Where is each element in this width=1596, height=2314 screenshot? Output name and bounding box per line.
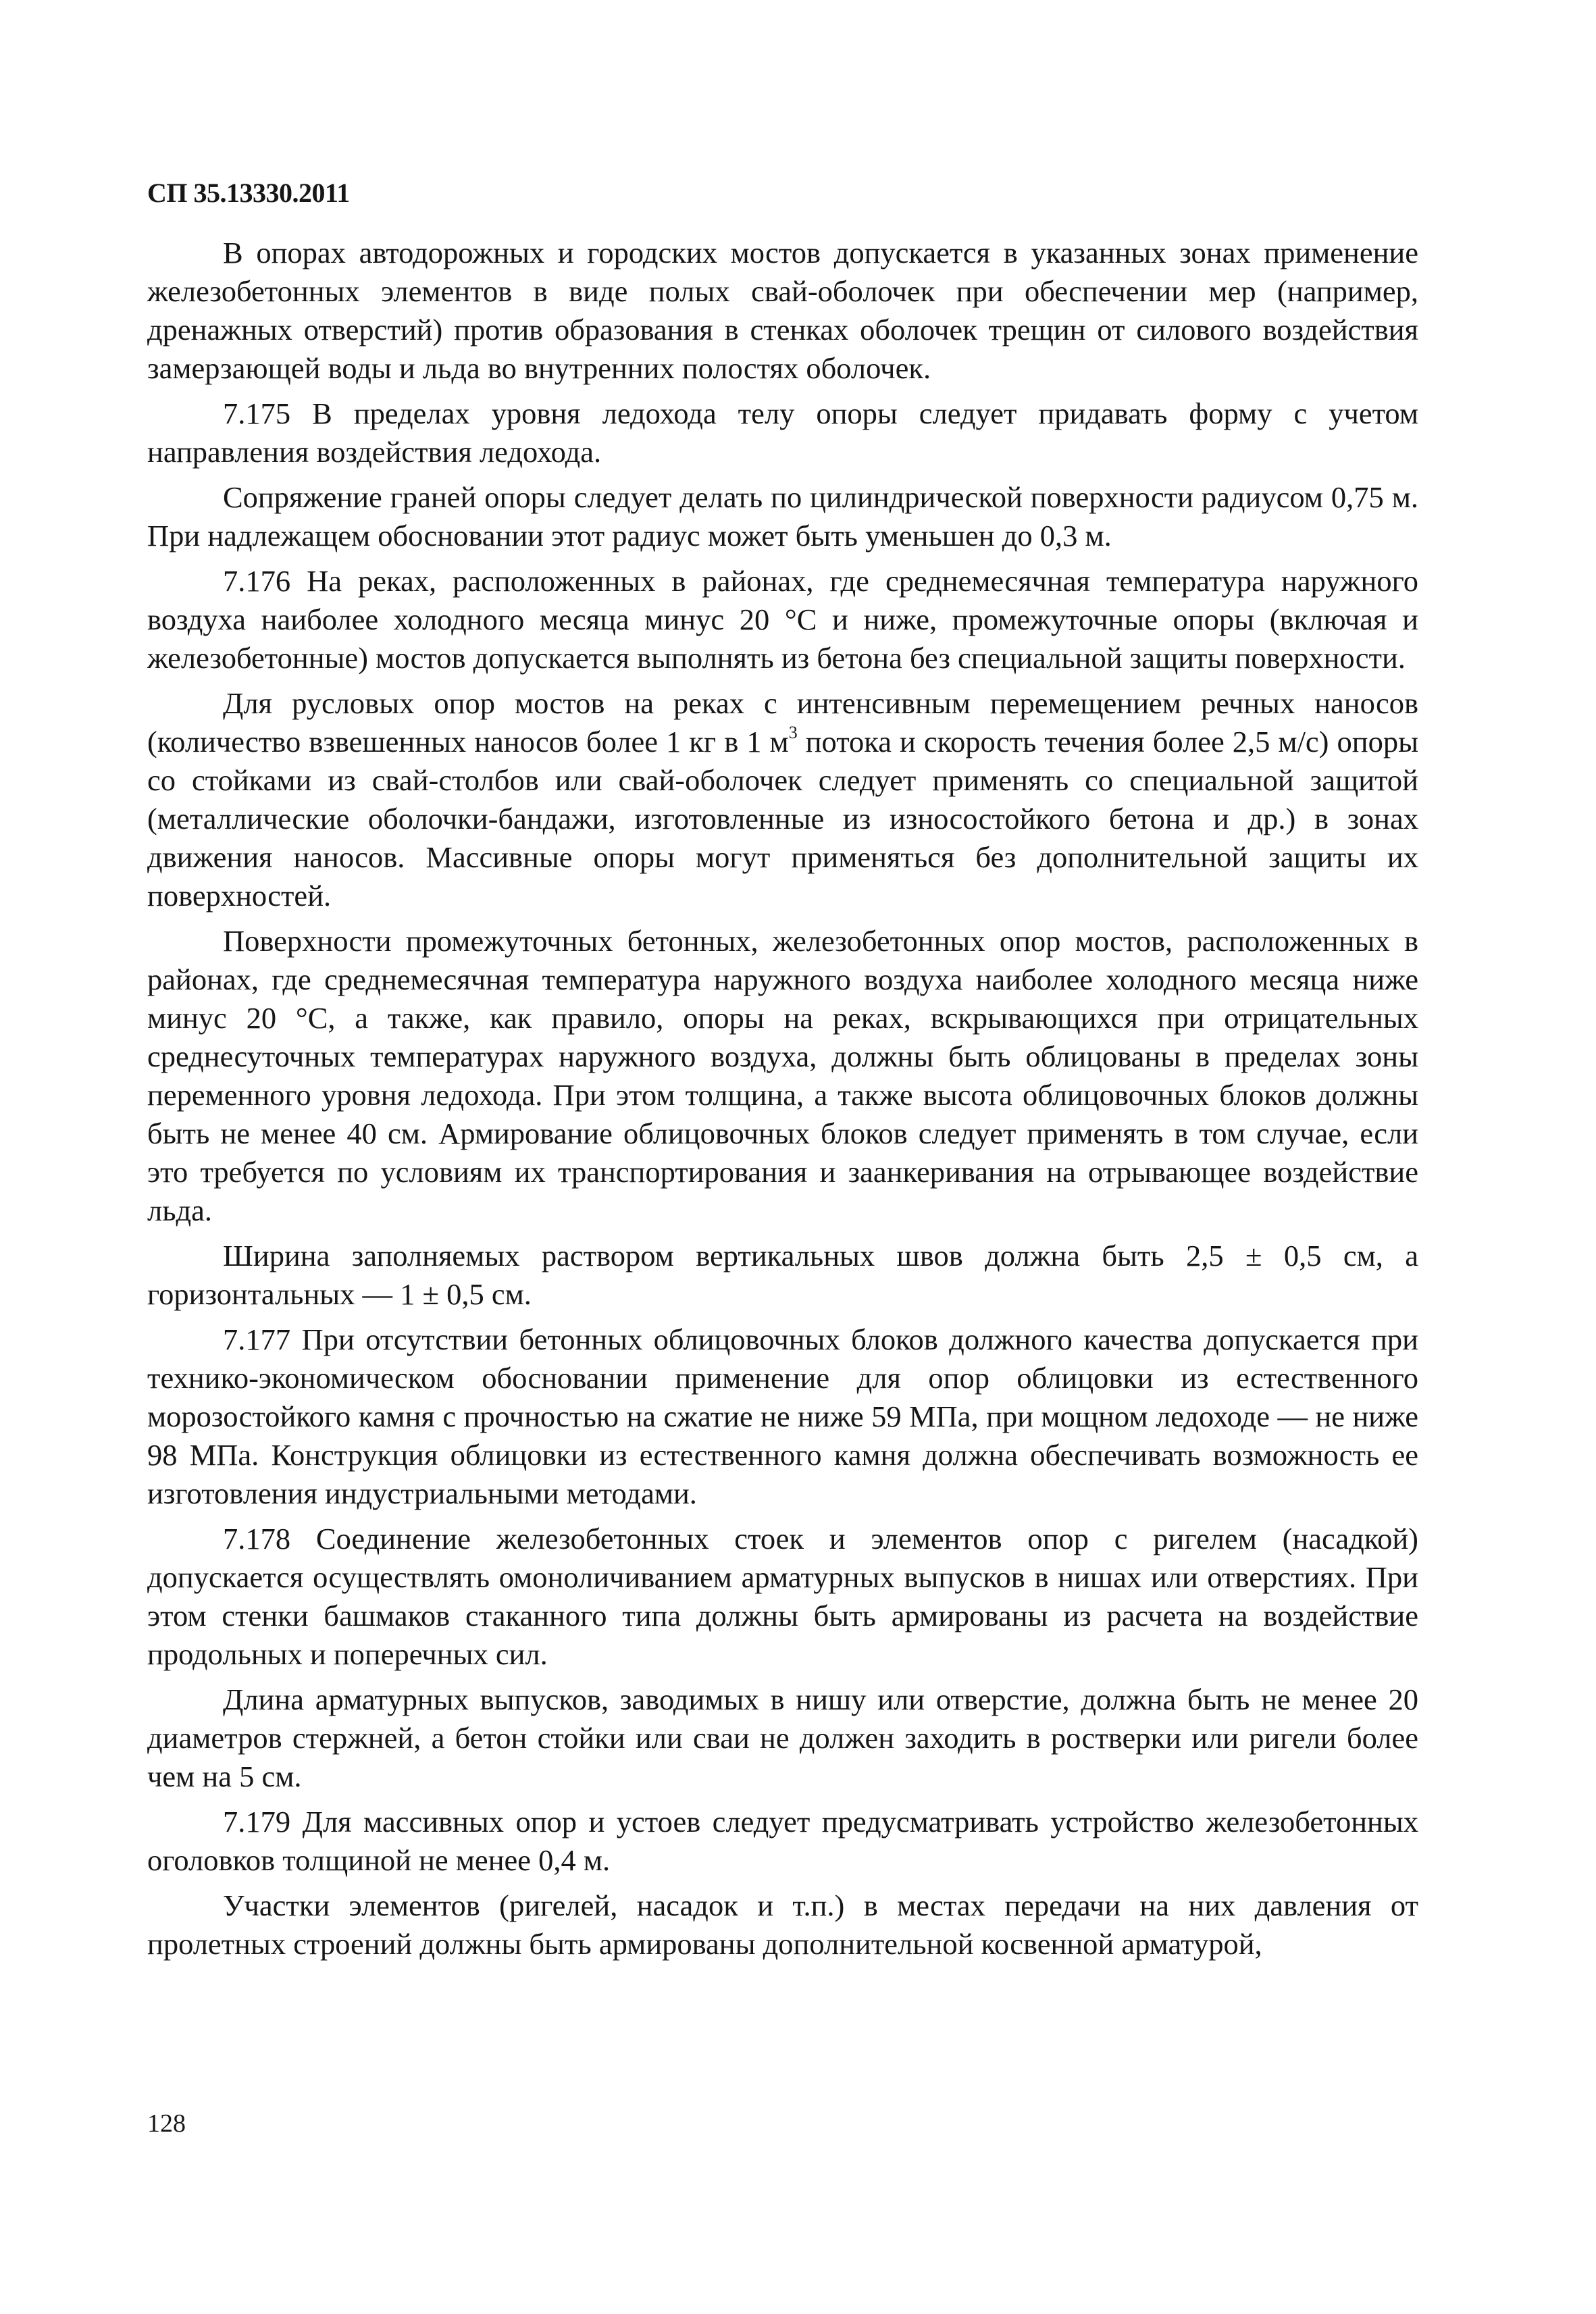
paragraph: Сопряжение граней опоры следует делать по цилиндрической поверхности радиусом 0,75 м. При надлежащем обосновании этот радиус может быть уменьшен до 0,3 м. [147, 480, 1418, 552]
paragraph: Поверхности промежуточных бетонных, железобетонных опор мостов, расположенных в районах, где среднемесячная температура наружного воздуха наиболее холодного месяца ниже минус 20 °С, а также, как правило, опоры на реках, вскрывающихся при отрицательных среднесуточных температурах наружного воздуха, должны быть облицованы в пределах зоны переменного уровня ледохода. При этом толщина, а также высота облицовочных блоков должны быть не менее 40 см. Армирование облицовочных блоков следует применять в том случае, если это требуется по условиям их транспортирования и заанкеривания на отрывающее воздействие льда. [147, 924, 1418, 1227]
document-code: СП 35.13330.2011 [147, 178, 350, 208]
paragraph: Ширина заполняемых раствором вертикальных швов должна быть 2,5 ± 0,5 см, а горизонтальных — 1 ± 0,5 см. [147, 1239, 1418, 1311]
page-number: 128 [147, 2109, 186, 2138]
paragraph-text: Для русловых опор мостов на реках с интенсивным перемещением речных наносов (количество взвешенных наносов более 1 кг в 1 м [147, 686, 1418, 759]
paragraph-7-176: 7.176 На реках, расположенных в районах, где среднемесячная температура наружного воздуха наиболее холодного месяца минус 20 °С и ниже, промежуточные опоры (включая и железобетонные) мостов допускается выполнять из бетона без специальной защиты поверхности. [147, 564, 1418, 675]
document-body [147, 234, 1418, 1970]
paragraph: Длина арматурных выпусков, заводимых в нишу или отверстие, должна быть не менее 20 диаметров стержней, а бетон стойки или сваи не должен заходить в ростверки или ригели более чем на 5 см. [147, 1682, 1418, 1793]
paragraph: Участки элементов (ригелей, насадок и т.п.) в местах передачи на них давления от пролетных строений должны быть армированы дополнительной косвенной арматурой, [147, 1888, 1418, 1961]
paragraph-7-178: 7.178 Соединение железобетонных стоек и элементов опор с ригелем (насадкой) допускается осуществлять омоноличиванием арматурных выпусков в нишах или отверстиях. При этом стенки башмаков стаканного типа должны быть армированы из расчета на воздействие продольных и поперечных сил. [147, 1522, 1418, 1671]
paragraph-7-177: 7.177 При отсутствии бетонных облицовочных блоков должного качества допускается при технико-экономическом обосновании применение для опор облицовки из естественного морозостойкого камня с прочностью на сжатие не ниже 59 МПа, при мощном ледоходе — не ниже 98 МПа. Конструкция облицовки из естественного камня должна обеспечивать возможность ее изготовления индустриальными методами. [147, 1322, 1418, 1510]
paragraph [147, 684, 1418, 915]
paragraph-text: потока и скорость течения более 2,5 м/с) опоры со стойками из свай-столбов или свай-оболочек следует применять со специальной защитой (металлические оболочки-бандажи, изготовленные из износостойкого бетона и др.) в зонах движения наносов. Массивные опоры могут применяться без дополнительной защиты их поверхностей. [147, 725, 1418, 912]
paragraph-7-179: 7.179 Для массивных опор и устоев следует предусматривать устройство железобетонных оголовков толщиной не менее 0,4 м. [147, 1805, 1418, 1877]
superscript: 3 [788, 723, 798, 742]
paragraph: В опорах автодорожных и городских мостов допускается в указанных зонах применение железобетонных элементов в виде полых свай-оболочек при обеспечении мер (например, дренажных отверстий) против образования в стенках оболочек трещин от силового воздействия замерзающей воды и льда во внутренних полостях оболочек. [147, 236, 1418, 385]
paragraph-7-175: 7.175 В пределах уровня ледохода телу опоры следует придавать форму с учетом направления воздействия ледохода. [147, 396, 1418, 469]
